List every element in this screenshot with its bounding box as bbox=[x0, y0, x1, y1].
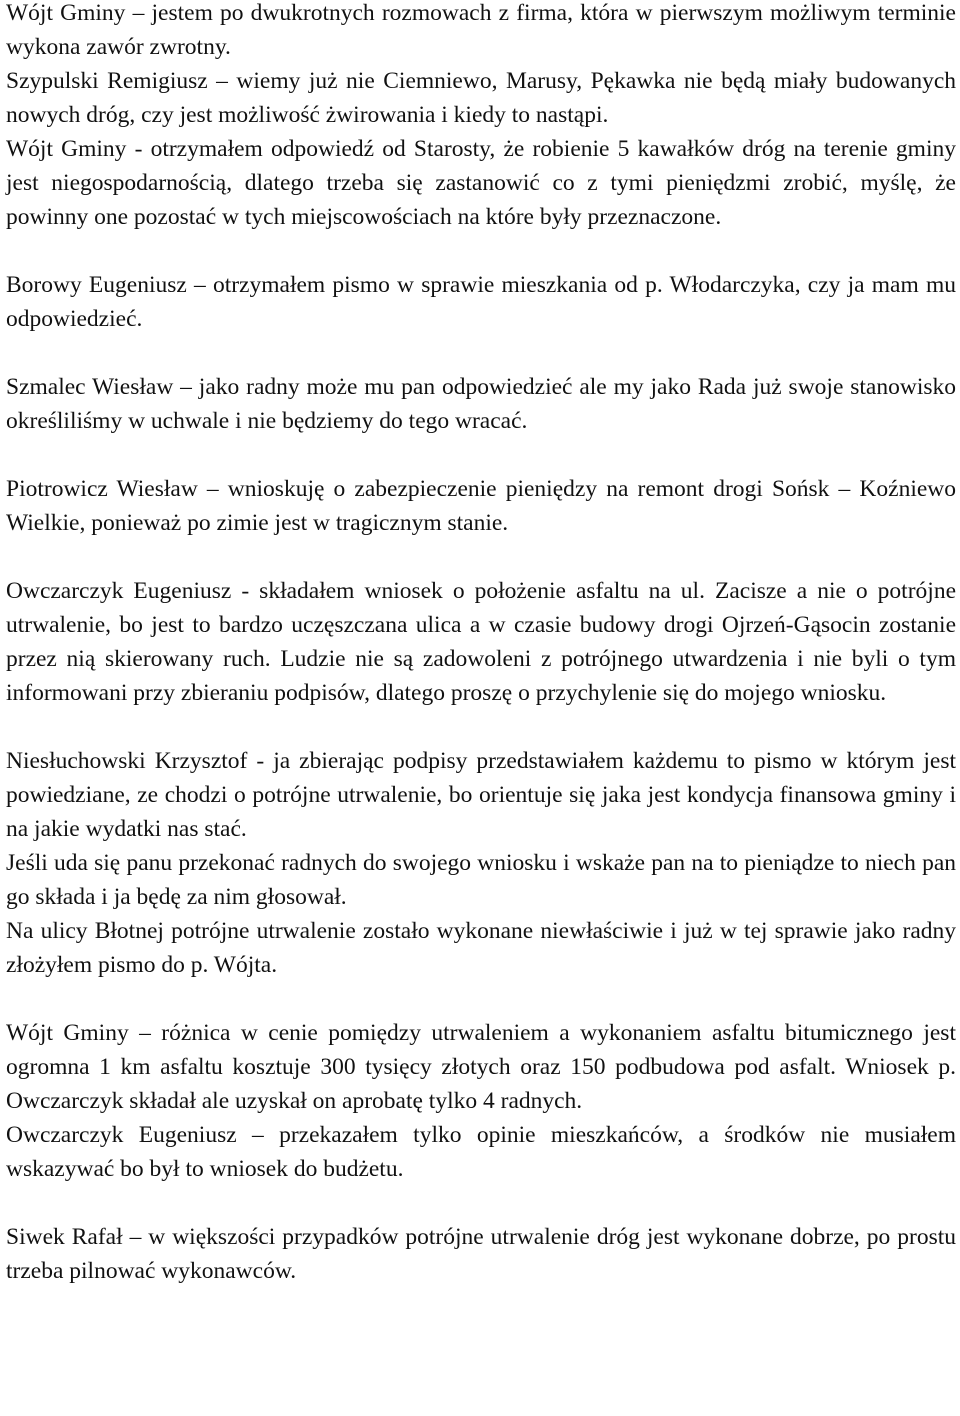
paragraph-niesluchowski-blotna: Na ulicy Błotnej potrójne utrwalenie zostało wykonane niewłaściwie i już w tej sprawie jako radny złożyłem pismo do p. Wójta. bbox=[6, 918, 956, 978]
paragraph-gap bbox=[6, 336, 956, 370]
paragraph-wojt-asfalt: Wójt Gminy – różnica w cenie pomiędzy utrwaleniem a wykonaniem asfaltu bitumicznego jest ogromna 1 km asfaltu kosztuje 300 tysięcy złotych oraz 150 podbudowa pod asfalt. Wniosek p. Owczarczyk składał ale uzyskał on aprobatę tylko 4 radnych. bbox=[6, 1020, 956, 1114]
paragraph-niesluchowski: Niesłuchowski Krzysztof - ja zbierając podpisy przedstawiałem każdemu to pismo w którym jest powiedziane, ze chodzi o potrójne utrwalenie, bo orientuje się jaka jest kondycja finansowa gminy i na jakie wydatki nas stać. bbox=[6, 748, 956, 842]
paragraph-wojt-zawor: Wójt Gminy – jestem po dwukrotnych rozmowach z firma, która w pierwszym możliwym terminie wykona zawór zwrotny. bbox=[6, 0, 956, 60]
paragraph-gap bbox=[6, 1186, 956, 1220]
paragraph-szmalec: Szmalec Wiesław – jako radny może mu pan odpowiedzieć ale my jako Rada już swoje stanowisko określiliśmy w uchwale i nie będziemy do tego wracać. bbox=[6, 374, 956, 434]
paragraph-wojt-starosta: Wójt Gminy - otrzymałem odpowiedź od Starosty, że robienie 5 kawałków dróg na terenie gminy jest niegospodarnością, dlatego trzeba się zastanowić co z tymi pieniędzmi zrobić, myślę, że powinny one pozostać w tych miejscowościach na które były przeznaczone. bbox=[6, 136, 956, 230]
paragraph-owczarczyk-wniosek: Owczarczyk Eugeniusz - składałem wniosek o położenie asfaltu na ul. Zacisze a nie o potrójne utrwalenie, bo jest to bardzo uczęszczana ulica a w czasie budowy drogi Ojrzeń-Gąsocin zostanie przez nią skierowany ruch. Ludzie nie są zadowoleni z potrójnego utwardzenia i nie byli o tym informowani przy zbieraniu podpisów, dlatego proszę o przychylenie się do mojego wniosku. bbox=[6, 578, 956, 706]
paragraph-niesluchowski-pieniadze: Jeśli uda się panu przekonać radnych do swojego wniosku i wskaże pan na to pieniądze to niech pan go składa i ja będę za nim głosował. bbox=[6, 850, 956, 910]
paragraph-gap bbox=[6, 438, 956, 472]
paragraph-siwek: Siwek Rafał – w większości przypadków potrójne utrwalenie dróg jest wykonane dobrze, po prostu trzeba pilnować wykonawców. bbox=[6, 1224, 956, 1284]
paragraph-gap bbox=[6, 234, 956, 268]
paragraph-owczarczyk-opinie: Owczarczyk Eugeniusz – przekazałem tylko opinie mieszkańców, a środków nie musiałem wskazywać bo był to wniosek do budżetu. bbox=[6, 1122, 956, 1182]
paragraph-gap bbox=[6, 710, 956, 744]
paragraph-gap bbox=[6, 982, 956, 1016]
paragraph-szypulski: Szypulski Remigiusz – wiemy już nie Ciemniewo, Marusy, Pękawka nie będą miały budowanych nowych dróg, czy jest możliwość żwirowania i kiedy to nastąpi. bbox=[6, 68, 956, 128]
paragraph-borowy: Borowy Eugeniusz – otrzymałem pismo w sprawie mieszkania od p. Włodarczyka, czy ja mam mu odpowiedzieć. bbox=[6, 272, 956, 332]
paragraph-piotrowicz: Piotrowicz Wiesław – wnioskuję o zabezpieczenie pieniędzy na remont drogi Sońsk – Koźniewo Wielkie, ponieważ po zimie jest w tragicznym stanie. bbox=[6, 476, 956, 536]
paragraph-gap bbox=[6, 540, 956, 574]
